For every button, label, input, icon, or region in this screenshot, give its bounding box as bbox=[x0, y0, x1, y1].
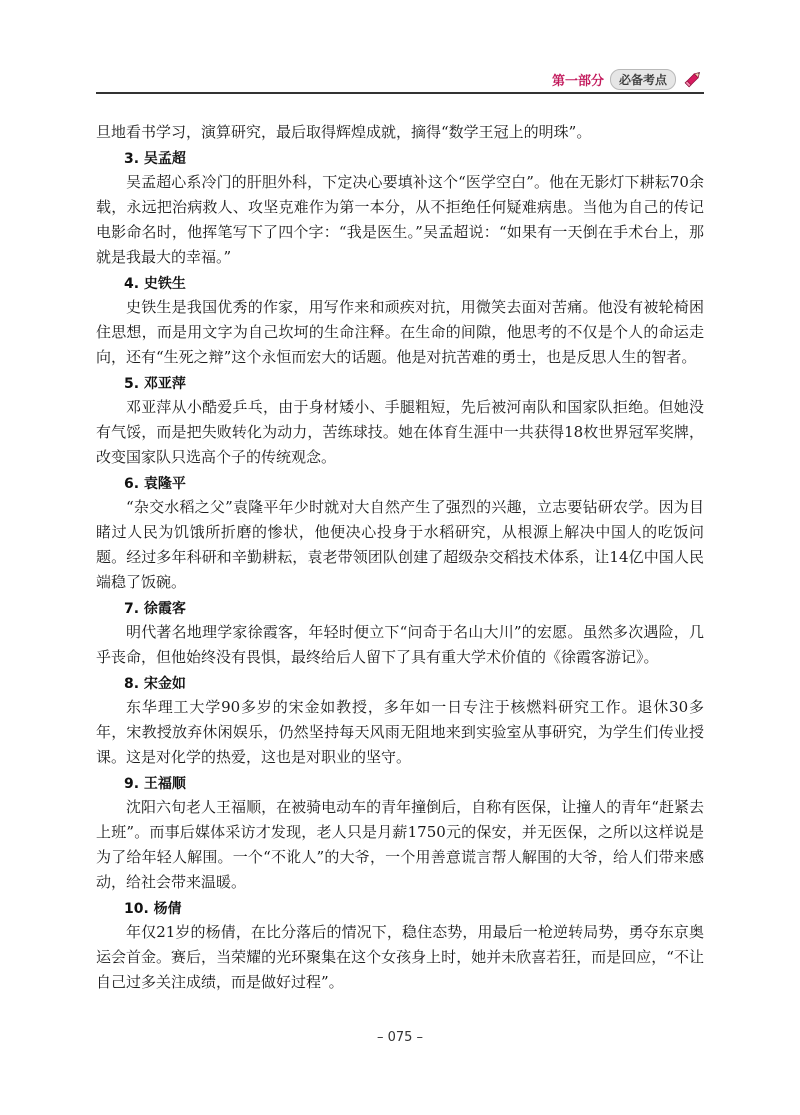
section-title-7: 7. 徐霞客 bbox=[124, 601, 186, 617]
pencil-icon bbox=[682, 68, 704, 90]
section-title-4: 4. 史铁生 bbox=[124, 276, 186, 292]
section-title-5: 5. 邓亚萍 bbox=[124, 376, 186, 392]
section-title-9: 9. 王福顺 bbox=[124, 776, 186, 792]
section-title-8: 8. 宋金如 bbox=[124, 676, 186, 692]
section-text-7: 明代著名地理学家徐霞客，年轻时便立下“问奇于名山大川”的宏愿。虽然多次遇险，几乎丧命，但他始终没有畏惧，最终给后人留下了具有重大学术价值的《徐霞客游记》。 bbox=[96, 623, 704, 666]
section-title-3: 3. 吴孟超 bbox=[124, 151, 186, 167]
section-text-3: 吴孟超心系冷门的肝胆外科，下定决心要填补这个“医学空白”。他在无影灯下耕耘70余载，永远把治病救人、攻坚克难作为第一本分，从不拒绝任何疑难病患。当他为自己的传记电影命名时，他挥笔写下了四个字：“我是医生。”吴孟超说：“如果有一天倒在手术台上，那就是我最大的幸福。” bbox=[96, 173, 704, 266]
section-text-5: 邓亚萍从小酷爱乒乓，由于身材矮小、手腿粗短，先后被河南队和国家队拒绝。但她没有气馁，而是把失败转化为动力，苦练球技。她在体育生涯中一共获得18枚世界冠军奖牌，改变国家队只选高个子的传统观念。 bbox=[96, 398, 704, 466]
section-title-10: 10. 杨倩 bbox=[124, 901, 182, 917]
part-label: 第一部分 bbox=[551, 73, 604, 89]
section-badge: 必备考点 bbox=[610, 69, 676, 90]
page-number: – 075 – bbox=[376, 1030, 424, 1045]
section-text-6: “杂交水稻之父”袁隆平年少时就对大自然产生了强烈的兴趣，立志要钻研农学。因为目睹过人民为饥饿所折磨的惨状，他便决心投身于水稻研究，从根源上解决中国人的吃饭问题。经过多年科研和辛勤耕耘，袁老带领团队创建了超级杂交稻技术体系，让14亿中国人民端稳了饭碗。 bbox=[96, 498, 704, 591]
section-title-6: 6. 袁隆平 bbox=[124, 476, 186, 492]
page-header bbox=[96, 64, 704, 94]
section-text-9: 沈阳六旬老人王福顺，在被骑电动车的青年撞倒后，自称有医保，让撞人的青年“赶紧去上班”。而事后媒体采访才发现，老人只是月薪1750元的保安，并无医保，之所以这样说是为了给年轻人解围。一个“不讹人”的大爷，一个用善意谎言帮人解围的大爷，给人们带来感动，给社会带来温暖。 bbox=[96, 798, 704, 891]
header-rule bbox=[96, 92, 704, 94]
section-text-10: 年仅21岁的杨倩，在比分落后的情况下，稳住态势，用最后一枪逆转局势，勇夺东京奥运会首金。赛后，当荣耀的光环聚集在这个女孩身上时，她并未欣喜若狂，而是回应，“不让自己过多关注成绩，而是做好过程”。 bbox=[96, 923, 704, 991]
section-text-4: 史铁生是我国优秀的作家，用写作来和顽疾对抗，用微笑去面对苦痛。他没有被轮椅困住思想，而是用文字为自己坎坷的生命注释。在生命的间隙，他思考的不仅是个人的命运走向，还有“生死之辩”这个永恒而宏大的话题。他是对抗苦难的勇士，也是反思人生的智者。 bbox=[96, 298, 704, 366]
header-section-label bbox=[552, 68, 704, 90]
main-content bbox=[96, 120, 704, 995]
section-text-8: 东华理工大学90多岁的宋金如教授，多年如一日专注于核燃料研究工作。退休30多年，宋教授放弃休闲娱乐，仍然坚持每天风雨无阻地来到实验室从事研究，为学生们传业授课。这是对化学的热爱，这也是对职业的坚守。 bbox=[96, 698, 704, 766]
intro-paragraph: 旦地看书学习，演算研究，最后取得辉煌成就，摘得“数学王冠上的明珠”。 bbox=[96, 123, 592, 141]
